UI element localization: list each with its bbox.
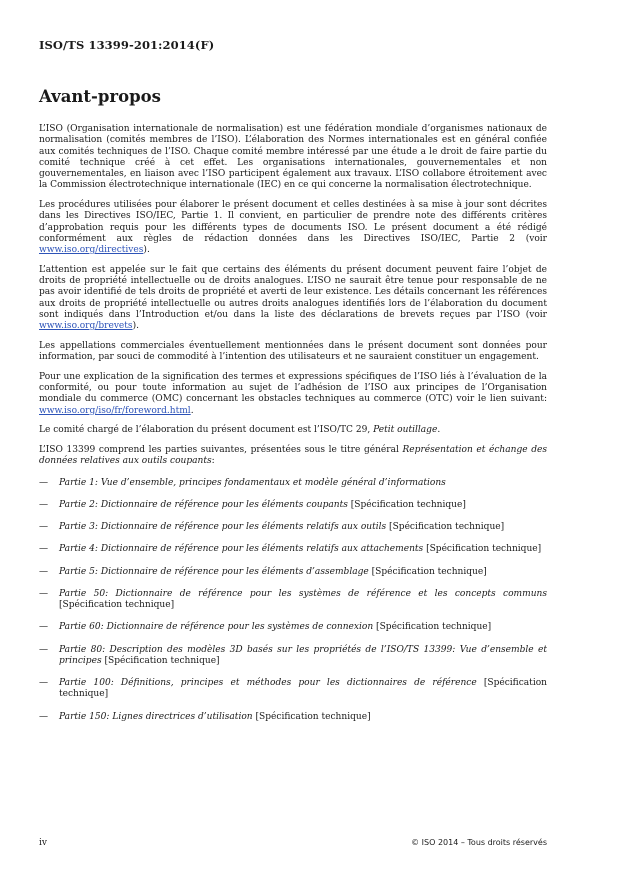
list-item: [39, 622, 547, 633]
list-item: [39, 500, 547, 511]
list-dash: —: [39, 499, 49, 510]
paragraph-committee: [39, 425, 547, 436]
part-title: Partie 4: Dictionnaire de référence pour les éléments relatifs aux attachements: [59, 544, 424, 555]
paragraph-text: L’ISO 13399 comprend les parties suivantes, présentées sous le titre général: [39, 445, 403, 455]
part-title: Partie 1: Vue d’ensemble, principes fondamentaux et modèle général d’informations: [59, 477, 446, 488]
list-dash: —: [39, 678, 49, 688]
paragraph-text: Les procédures utilisées pour élaborer le présent document et celles destinées à sa mise à jour sont décrites dans les Directives ISO/IEC, Partie 1. Il convient, en particulier de prendre note des différents critères d’approbation requis pour les différents types de documents ISO. Le présent document a été rédigé conformément aux règles de rédaction données dans les Directives ISO/IEC, Partie 2 (voir: [39, 200, 547, 244]
paragraph-parts-intro: [39, 445, 547, 468]
list-item: [39, 567, 547, 578]
paragraph-trade-names: [39, 341, 547, 364]
part-suffix: [Spécification technique]: [252, 711, 371, 722]
copyright-notice: © ISO 2014 – Tous droits réservés: [411, 838, 547, 847]
part-suffix: [Spécification technique]: [368, 566, 487, 577]
document-body: [39, 124, 547, 734]
paragraph-end: :: [211, 456, 215, 467]
paragraph-patents: [39, 265, 547, 333]
list-item: [39, 678, 547, 701]
paragraph-text: Les appellations commerciales éventuellement mentionnées dans le présent document sont données pour information, par souci de commodité à l’intention des utilisateurs et ne sauraient constituer un engagement.: [39, 340, 547, 362]
part-suffix: [Spécification technique]: [59, 600, 175, 610]
part-title: Partie 80: Description des modèles 3D basés sur les propriétés de l’ISO/TS 13399: Vue d’ensemble et principes: [59, 644, 547, 666]
part-title: Partie 150: Lignes directrices d’utilisation: [59, 711, 253, 722]
part-suffix: [Spécification technique]: [373, 622, 492, 633]
list-dash: —: [39, 711, 49, 722]
paragraph-text: Pour une explication de la signification des termes et expressions spécifiques de l’ISO liés à l’évaluation de la conformité, ou pour toute information au sujet de l’adhésion de l’ISO aux principes de l’Organisation mondiale du commerce (OMC) concernant les obstacles techniques au commerce (OTC) voir le lien suivant:: [39, 371, 547, 405]
paragraph-text: L’attention est appelée sur le fait que certains des éléments du présent document peuvent faire l’objet de droits de propriété intellectuelle ou de droits analogues. L’ISO ne saurait être tenue pour responsable de ne pas avoir identifié de tels droits de propriété et averti de leur existence. Les détails concernant les références aux droits de propriété intellectuelle ou autres droits analogues identifiés lors de l’élaboration du document sont indiqués dans l’Introduction et/ou dans la liste des déclarations de brevets reçues par l’ISO (voir: [39, 264, 547, 320]
part-suffix: [Spécification technique]: [59, 678, 547, 700]
committee-title: Petit outillage: [373, 425, 438, 436]
page-number: iv: [39, 838, 47, 848]
part-suffix: [Spécification technique]: [386, 522, 505, 532]
list-dash: —: [39, 566, 49, 577]
foreword-link[interactable]: www.iso.org/iso/fr/foreword.html: [39, 405, 191, 416]
paragraph-iso-intro: [39, 124, 547, 192]
part-suffix: [Spécification technique]: [423, 544, 542, 555]
list-dash: —: [39, 644, 49, 655]
paragraph-end: .: [437, 425, 441, 436]
general-title: Représentation et échange des données relatives aux outils coupants: [39, 445, 547, 467]
list-dash: —: [39, 522, 49, 532]
directives-link[interactable]: www.iso.org/directives: [39, 245, 144, 255]
paragraph-text: Le comité chargé de l’élaboration du présent document est l’ISO/TC 29,: [39, 425, 374, 436]
part-title: Partie 50: Dictionnaire de référence pour les systèmes de référence et les concepts communs: [59, 588, 547, 599]
list-item: [39, 522, 547, 533]
part-suffix: [Spécification technique]: [101, 655, 220, 666]
part-title: Partie 100: Définitions, principes et méthodes pour les dictionnaires de référence: [59, 678, 477, 688]
part-title: Partie 5: Dictionnaire de référence pour les éléments d’assemblage: [59, 566, 369, 577]
part-title: Partie 3: Dictionnaire de référence pour les éléments relatifs aux outils: [59, 522, 387, 532]
list-dash: —: [39, 588, 49, 599]
patents-link[interactable]: www.iso.org/brevets: [39, 321, 133, 331]
list-item: [39, 544, 547, 555]
page-title: Avant-propos: [39, 87, 161, 106]
document-id: ISO/TS 13399-201:2014(F): [39, 38, 215, 52]
part-title: Partie 2: Dictionnaire de référence pour les éléments coupants: [59, 499, 348, 510]
part-suffix: [Spécification technique]: [347, 499, 466, 510]
list-dash: —: [39, 544, 49, 555]
paragraph-end: .: [190, 405, 194, 416]
paragraph-conformity: [39, 372, 547, 417]
paragraph-end: ).: [143, 245, 150, 255]
part-title: Partie 60: Dictionnaire de référence pour les systèmes de connexion: [59, 622, 374, 633]
list-item: [39, 478, 547, 489]
parts-list: [39, 478, 547, 723]
list-item: [39, 589, 547, 612]
list-dash: —: [39, 477, 49, 488]
paragraph-procedures: [39, 200, 547, 256]
list-item: [39, 645, 547, 668]
list-item: [39, 712, 547, 723]
paragraph-text: L’ISO (Organisation internationale de normalisation) est une fédération mondiale d’organismes nationaux de normalisation (comités membres de l’ISO). L’élaboration des Normes internationales est en général confiée aux comités techniques de l’ISO. Chaque comité membre intéressé par une étude a le droit de faire partie du comité technique créé à cet effet. Les organisations internationales, gouvernementales et non gouvernementales, en liaison avec l’ISO participent également aux travaux. L’ISO collabore étroitement avec la Commission électrotechnique internationale (IEC) en ce qui concerne la normalisation électrotechnique.: [39, 124, 547, 191]
paragraph-end: ).: [132, 321, 139, 331]
list-dash: —: [39, 622, 49, 633]
